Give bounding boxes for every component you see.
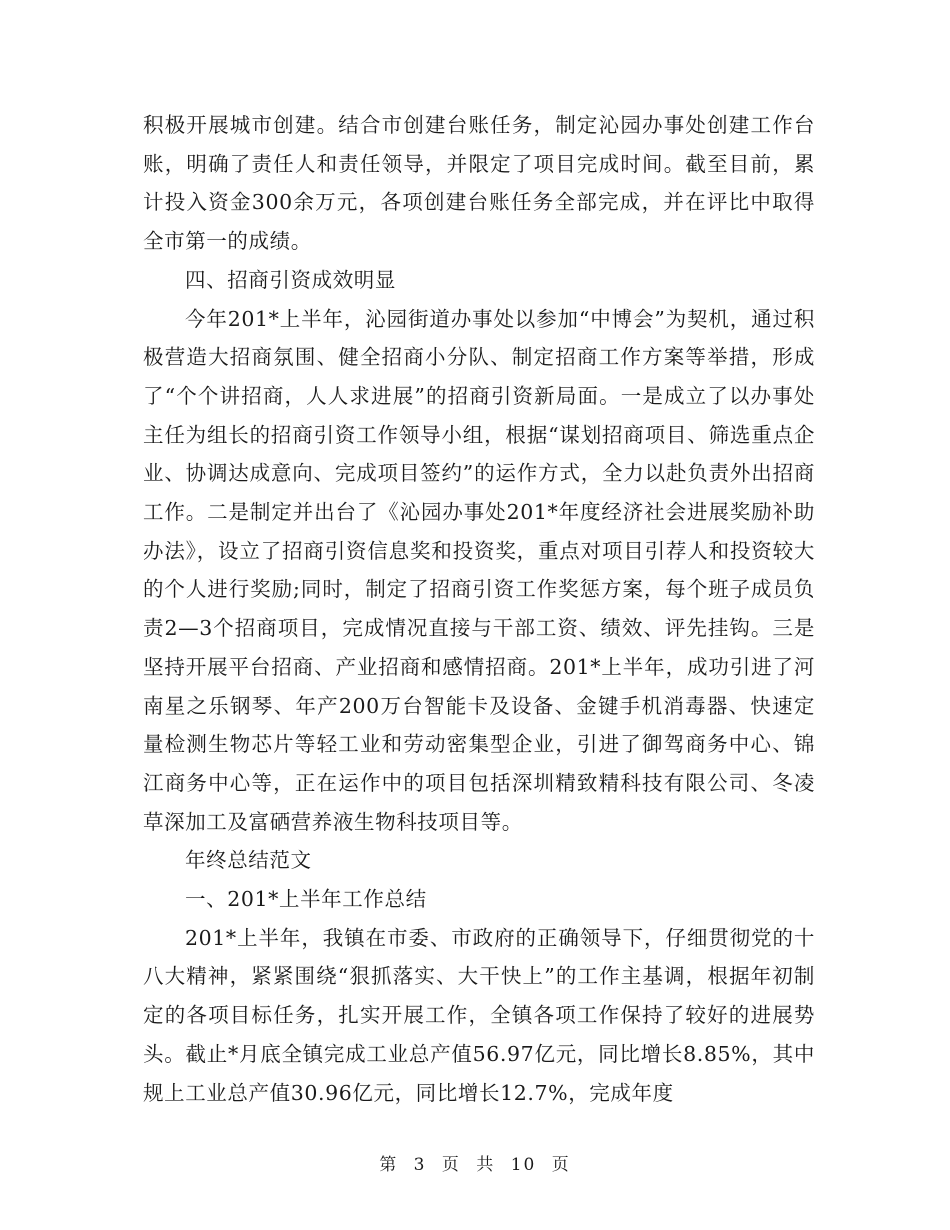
footer-page-word: 页 xyxy=(441,1155,461,1175)
section-heading-half-year-summary: 一、201*上半年工作总结 xyxy=(185,887,427,912)
section-heading-investment: 四、招商引资成效明显 xyxy=(185,267,396,292)
page-footer xyxy=(0,1150,950,1175)
footer-total-word: 共 xyxy=(476,1155,496,1175)
section-heading-year-end-summary: 年终总结范文 xyxy=(185,848,312,873)
footer-prefix: 第 xyxy=(379,1155,399,1175)
paragraph-half-year-work: 201*上半年，我镇在市委、市政府的正确领导下，仔细贯彻党的十八大精神，紧紧围绕“狠抓落实、大干快上”的工作主基调，根据年初制定的各项目标任务，扎实开展工作，全镇各项工作保持了较好的进展势头。截止*月底全镇完成工业总产值56.97亿元，同比增长8.85%，其中规上工业总产值30.96亿元，同比增长12.7%，完成年度 xyxy=(143,925,815,1105)
paragraph-city-creation: 积极开展城市创建。结合市创建台账任务，制定沁园办事处创建工作台账，明确了责任人和责任领导，并限定了项目完成时间。截至目前，累计投入资金300余万元，各项创建台账任务全部完成，并在评比中取得全市第一的成绩。 xyxy=(143,113,815,254)
footer-total-pages: 10 xyxy=(510,1155,537,1175)
document-body xyxy=(143,106,815,1112)
footer-current-page: 3 xyxy=(413,1155,427,1175)
footer-suffix: 页 xyxy=(551,1155,571,1175)
paragraph-investment-results: 今年201*上半年，沁园街道办事处以参加“中博会”为契机，通过积极营造大招商氛围、健全招商小分队、制定招商工作方案等举措，形成了“个个讲招商，人人求进展”的招商引资新局面。一是成立了以办事处主任为组长的招商引资工作领导小组，根据“谋划招商项目、筛选重点企业、协调达成意向、完成项目签约”的运作方式，全力以赴负责外出招商工作。二是制定并出台了《沁园办事处201*年度经济社会进展奖励补助办法》，设立了招商引资信息奖和投资奖，重点对项目引荐人和投资较大的个人进行奖励;同时，制定了招商引资工作奖惩方案，每个班子成员负责2—3个招商项目，完成情况直接与干部工资、绩效、评先挂钩。三是坚持开展平台招商、产业招商和感情招商。201*上半年，成功引进了河南星之乐钢琴、年产200万台智能卡及设备、金键手机消毒器、快速定量检测生物芯片等轻工业和劳动密集型企业，引进了御驾商务中心、锦江商务中心等，正在运作中的项目包括深圳精致精科技有限公司、冬凌草深加工及富硒营养液生物科技项目等。 xyxy=(143,306,815,834)
